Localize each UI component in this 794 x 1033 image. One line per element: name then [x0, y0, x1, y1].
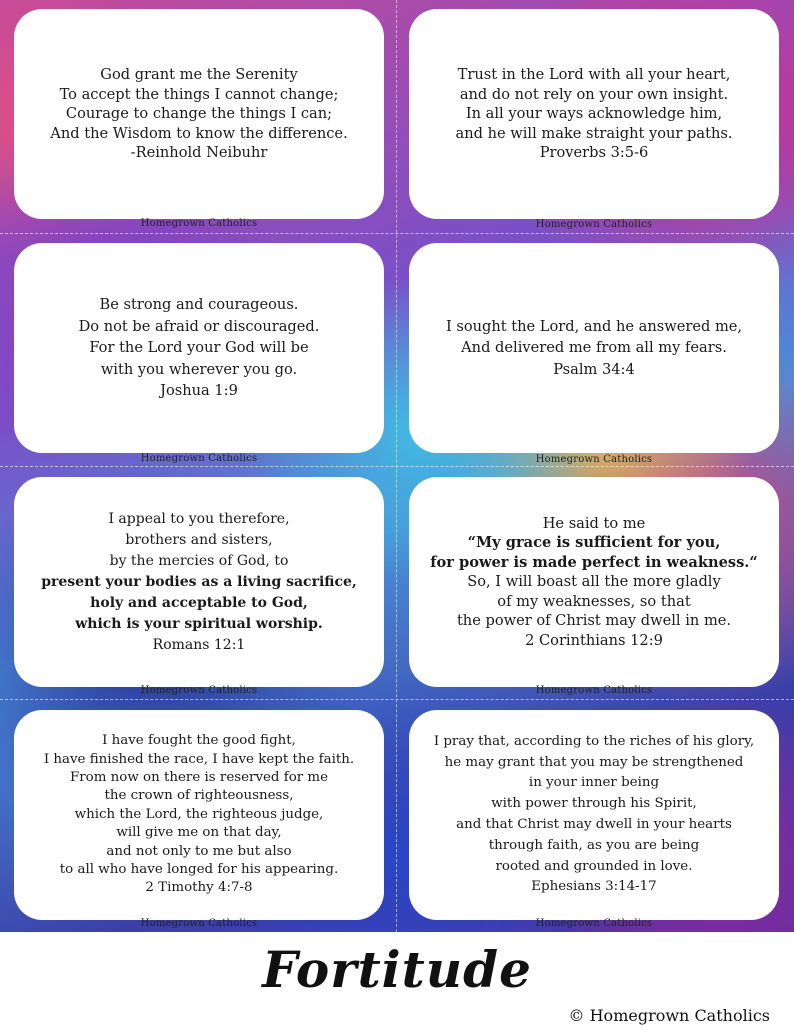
card-line: will give me on that day, [116, 825, 282, 841]
card-line: God grant me the Serenity [100, 66, 298, 84]
card-line: the power of Christ may dwell in me. [456, 612, 732, 630]
card-credit: Homegrown Catholics [140, 453, 258, 464]
card-line: rooted and grounded in love. [495, 858, 693, 874]
card-line: which the Lord, the righteous judge, [74, 806, 324, 822]
card-credit: Homegrown Catholics [535, 918, 653, 929]
copyright-notice: © Homegrown Catholics [568, 1006, 770, 1025]
verse-card-corinthians [409, 477, 779, 687]
card-line: For the Lord your God will be [89, 339, 309, 357]
card-line: I sought the Lord, and he answered me, [445, 317, 743, 335]
card-credit: Homegrown Catholics [535, 219, 653, 230]
card-line: and not only to me but also [106, 843, 292, 859]
card-line: Trust in the Lord with all your heart, [457, 66, 731, 84]
card-line: And delivered me from all my fears. [461, 339, 727, 357]
cut-line-horizontal [0, 233, 794, 234]
card-line: To accept the things I cannot change; [59, 85, 339, 103]
card-line: to all who have longed for his appearing. [59, 862, 339, 878]
card-line-emphasis: “My grace is sufficient for you, [467, 534, 721, 552]
card-line: I pray that, according to the riches of his glory, [433, 733, 755, 749]
card-line: in your inner being [528, 775, 660, 791]
card-line: Be strong and courageous. [99, 296, 299, 314]
verse-card-ephesians [409, 710, 779, 920]
card-line: and that Christ may dwell in your hearts [456, 817, 732, 832]
card-reference: Proverbs 3:5-6 [539, 144, 649, 162]
card-reference: Joshua 1:9 [160, 382, 238, 400]
verse-card-timothy [14, 710, 384, 920]
page-title: Fortitude [262, 940, 532, 999]
card-line: And the Wisdom to know the difference. [50, 124, 348, 142]
card-line: Courage to change the things I can; [65, 105, 333, 123]
verse-card-romans [14, 477, 384, 687]
card-line: I have finished the race, I have kept the faith. [43, 751, 355, 767]
card-line: with power through his Spirit, [491, 796, 697, 812]
cut-line-horizontal [0, 466, 794, 467]
cut-line-horizontal [0, 699, 794, 700]
card-line: and do not rely on your own insight. [459, 85, 729, 103]
card-reference: 2 Corinthians 12:9 [525, 631, 663, 649]
card-line-emphasis: holy and acceptable to God, [90, 594, 308, 611]
card-reference: Ephesians 3:14-17 [531, 879, 657, 895]
card-reference: Psalm 34:4 [553, 360, 635, 378]
card-line-emphasis: present your bodies as a living sacrifice, [41, 573, 357, 590]
card-line: brothers and sisters, [125, 531, 273, 548]
card-line: From now on there is reserved for me [69, 769, 329, 785]
card-line: In all your ways acknowledge him, [465, 105, 723, 123]
card-credit: Homegrown Catholics [535, 454, 653, 465]
card-line: he may grant that you may be strengthened [444, 754, 744, 770]
card-credit: Homegrown Catholics [140, 918, 258, 929]
card-line: of my weaknesses, so that [497, 592, 691, 610]
card-credit: Homegrown Catholics [140, 218, 258, 229]
card-reference: Romans 12:1 [152, 636, 246, 653]
card-line: So, I will boast all the more gladly [467, 573, 721, 591]
card-line: and he will make straight your paths. [455, 124, 733, 142]
card-credit: Homegrown Catholics [535, 685, 653, 696]
card-reference: -Reinhold Neibuhr [130, 144, 268, 162]
card-line: Do not be afraid or discouraged. [78, 317, 320, 335]
card-line-emphasis: which is your spiritual worship. [75, 615, 323, 632]
card-line: with you wherever you go. [100, 360, 298, 378]
card-line: I appeal to you therefore, [108, 510, 290, 527]
verse-card-psalm [409, 243, 779, 453]
verse-card-joshua [14, 243, 384, 453]
card-reference: 2 Timothy 4:7-8 [145, 880, 253, 896]
card-line: through faith, as you are being [488, 837, 700, 853]
card-line: He said to me [542, 514, 646, 532]
card-line: I have fought the good fight, [102, 733, 296, 749]
verse-card-serenity [14, 9, 384, 219]
card-credit: Homegrown Catholics [140, 685, 258, 696]
card-line: the crown of righteousness, [104, 788, 294, 804]
card-line-emphasis: for power is made perfect in weakness.“ [430, 553, 758, 571]
card-line: by the mercies of God, to [109, 552, 289, 569]
verse-card-proverbs [409, 9, 779, 219]
